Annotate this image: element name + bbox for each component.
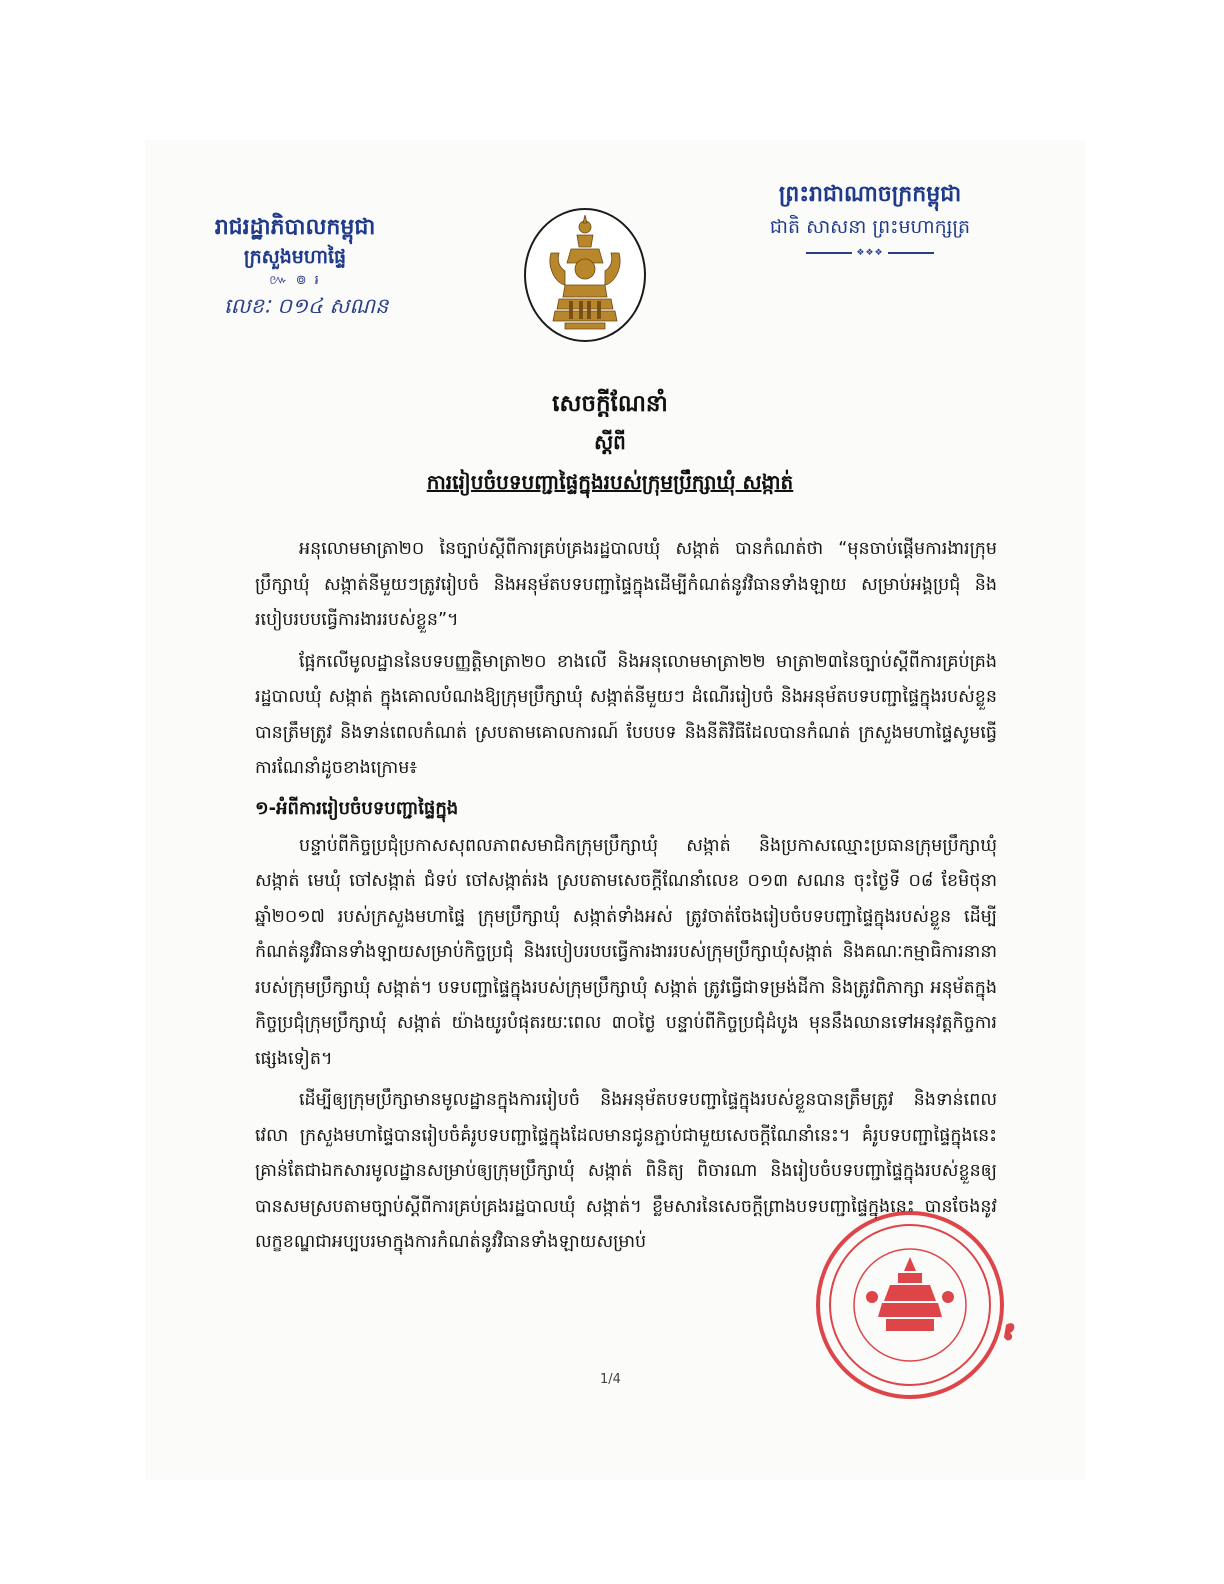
national-motto: ជាតិ សាសនា ព្រះមហាក្សត្រ <box>769 216 971 238</box>
divider-line-left <box>806 252 852 254</box>
title-block <box>270 386 950 502</box>
issuer-block <box>190 213 400 321</box>
document-number: លេខៈ ០១៤ សណន <box>224 294 389 318</box>
divider-ornament: ❖❖❖ <box>856 248 884 258</box>
paragraph-4: ដើម្បីឲ្យក្រុមប្រឹក្សាមានមូលដ្ឋានក្នុងការរៀបចំ និងអនុម័តបទបញ្ជាផ្ទៃក្នុងរបស់ខ្លួនបានត្រឹមត្រូវ និងទាន់ពេលវេលា ក្រសួងមហាផ្ទៃបានរៀបចំគំរូបទបញ្ជាផ្ទៃក្នុងដែលមានជូនភ្ជាប់ជាមួយសេចក្តីណែនាំនេះ។ គំរូបទបញ្ជាផ្ទៃក្នុងនេះ គ្រាន់តែជាឯកសារមូលដ្ឋានសម្រាប់ឲ្យក្រុមប្រឹក្សាឃុំ សង្កាត់ ពិនិត្យ ពិចារណា និងរៀបចំបទបញ្ជាផ្ទៃក្នុងរបស់ខ្លួនឲ្យបានសមស្របតាមច្បាប់ស្តីពីការគ្រប់គ្រងរដ្ឋបាលឃុំ សង្កាត់។ ខ្លឹមសារនៃសេចក្តីព្រាងបទបញ្ជាផ្ទៃក្នុងនេះ បានចែងនូវលក្ខខណ្ឌជាអប្បបរមាក្នុងការកំណត់នូវវិធានទាំងឡាយសម្រាប់ <box>255 1090 997 1252</box>
paragraph-3: បន្ទាប់ពីកិច្ចប្រជុំប្រកាសសុពលភាពសមាជិកក្រុមប្រឹក្សាឃុំ សង្កាត់ និងប្រកាសឈ្មោះប្រធានក្រុមប្រឹក្សាឃុំ សង្កាត់ មេឃុំ ចៅសង្កាត់ ជំទប់ ចៅសង្កាត់រង ស្របតាមសេចក្តីណែនាំលេខ ០១៣ សណន ចុះថ្ងៃទី ០៨ ខែមិថុនា ឆ្នាំ២០១៧ របស់ក្រសួងមហាផ្ទៃ ក្រុមប្រឹក្សាឃុំ សង្កាត់ទាំងអស់ ត្រូវចាត់ចែងរៀបចំបទបញ្ជាផ្ទៃក្នុងរបស់ខ្លួន ដើម្បីកំណត់នូវវិធានទាំងឡាយសម្រាប់កិច្ចប្រជុំ និងរបៀបរបបធ្វើការងាររបស់ក្រុមប្រឹក្សាឃុំសង្កាត់ និងគណៈកម្មាធិការនានារបស់ក្រុមប្រឹក្សាឃុំ សង្កាត់។ បទបញ្ជាផ្ទៃក្នុងរបស់ក្រុមប្រឹក្សាឃុំ សង្កាត់ ត្រូវធ្វើជាទម្រង់ដីកា និងត្រូវពិភាក្សា អនុម័តក្នុងកិច្ចប្រជុំក្រុមប្រឹក្សាឃុំ សង្កាត់ យ៉ាងយូរបំផុតរយៈពេល ៣០ថ្ងៃ បន្ទាប់ពីកិច្ចប្រជុំដំបូង មុននឹងឈានទៅអនុវត្តកិច្ចការផ្សេងទៀត។ <box>255 835 997 1069</box>
ministry-name: ក្រសួងមហាផ្ទៃ <box>243 246 347 268</box>
royal-emblem <box>521 205 649 345</box>
title-about: ស្តីពី <box>594 430 626 454</box>
divider-line-right <box>888 252 934 254</box>
paragraph-1: អនុលោមមាត្រា២០ នៃច្បាប់ស្តីពីការគ្រប់គ្រងរដ្ឋបាលឃុំ សង្កាត់ បានកំណត់ថា “មុនចាប់ផ្តើមការងារក្រុមប្រឹក្សាឃុំ សង្កាត់នីមួយៗត្រូវរៀបចំ និងអនុម័តបទបញ្ជាផ្ទៃក្នុងដើម្បីកំណត់នូវវិធានទាំងឡាយ សម្រាប់អង្គប្រជុំ និងរបៀបរបបធ្វើការងាររបស់ខ្លួន”។ <box>255 539 997 630</box>
document-body <box>255 532 997 1261</box>
page-number: 1/4 <box>600 1372 621 1387</box>
government-name: រាជរដ្ឋាភិបាលកម្ពុជា <box>214 215 376 240</box>
document-title: សេចក្តីណែនាំ <box>552 391 668 417</box>
motto-divider <box>750 248 990 258</box>
section-heading-1: ១-អំពីការរៀបចំបទបញ្ជាផ្ទៃក្នុង <box>255 797 459 819</box>
ornament-divider: ៚ ៙ ៛ <box>269 273 321 288</box>
kingdom-title: ព្រះរាជាណាចក្រកម្ពុជា <box>778 182 962 207</box>
paragraph-2: ផ្អែកលើមូលដ្ឋាននៃបទបញ្ញត្តិមាត្រា២០ ខាងលើ និងអនុលោមមាត្រា២២ មាត្រា២៣នៃច្បាប់ស្តីពីការគ្រប់គ្រងរដ្ឋបាលឃុំ សង្កាត់ ក្នុងគោលបំណងឱ្យក្រុមប្រឹក្សាឃុំ សង្កាត់នីមួយៗ ដំណើររៀបចំ និងអនុម័តបទបញ្ជាផ្ទៃក្នុងរបស់ខ្លួន បានត្រឹមត្រូវ និងទាន់ពេលកំណត់ ស្របតាមគោលការណ៍ បែបបទ និងនីតិវិធីដែលបានកំណត់ ក្រសួងមហាផ្ទៃសូមធ្វើការណែនាំដូចខាងក្រោម៖ <box>255 651 997 778</box>
document-subject: ការរៀបចំបទបញ្ជាផ្ទៃក្នុងរបស់ក្រុមប្រឹក្សាឃុំ សង្កាត់ <box>426 470 794 494</box>
ministry-seal <box>810 1205 1020 1415</box>
kingdom-block <box>750 178 990 258</box>
